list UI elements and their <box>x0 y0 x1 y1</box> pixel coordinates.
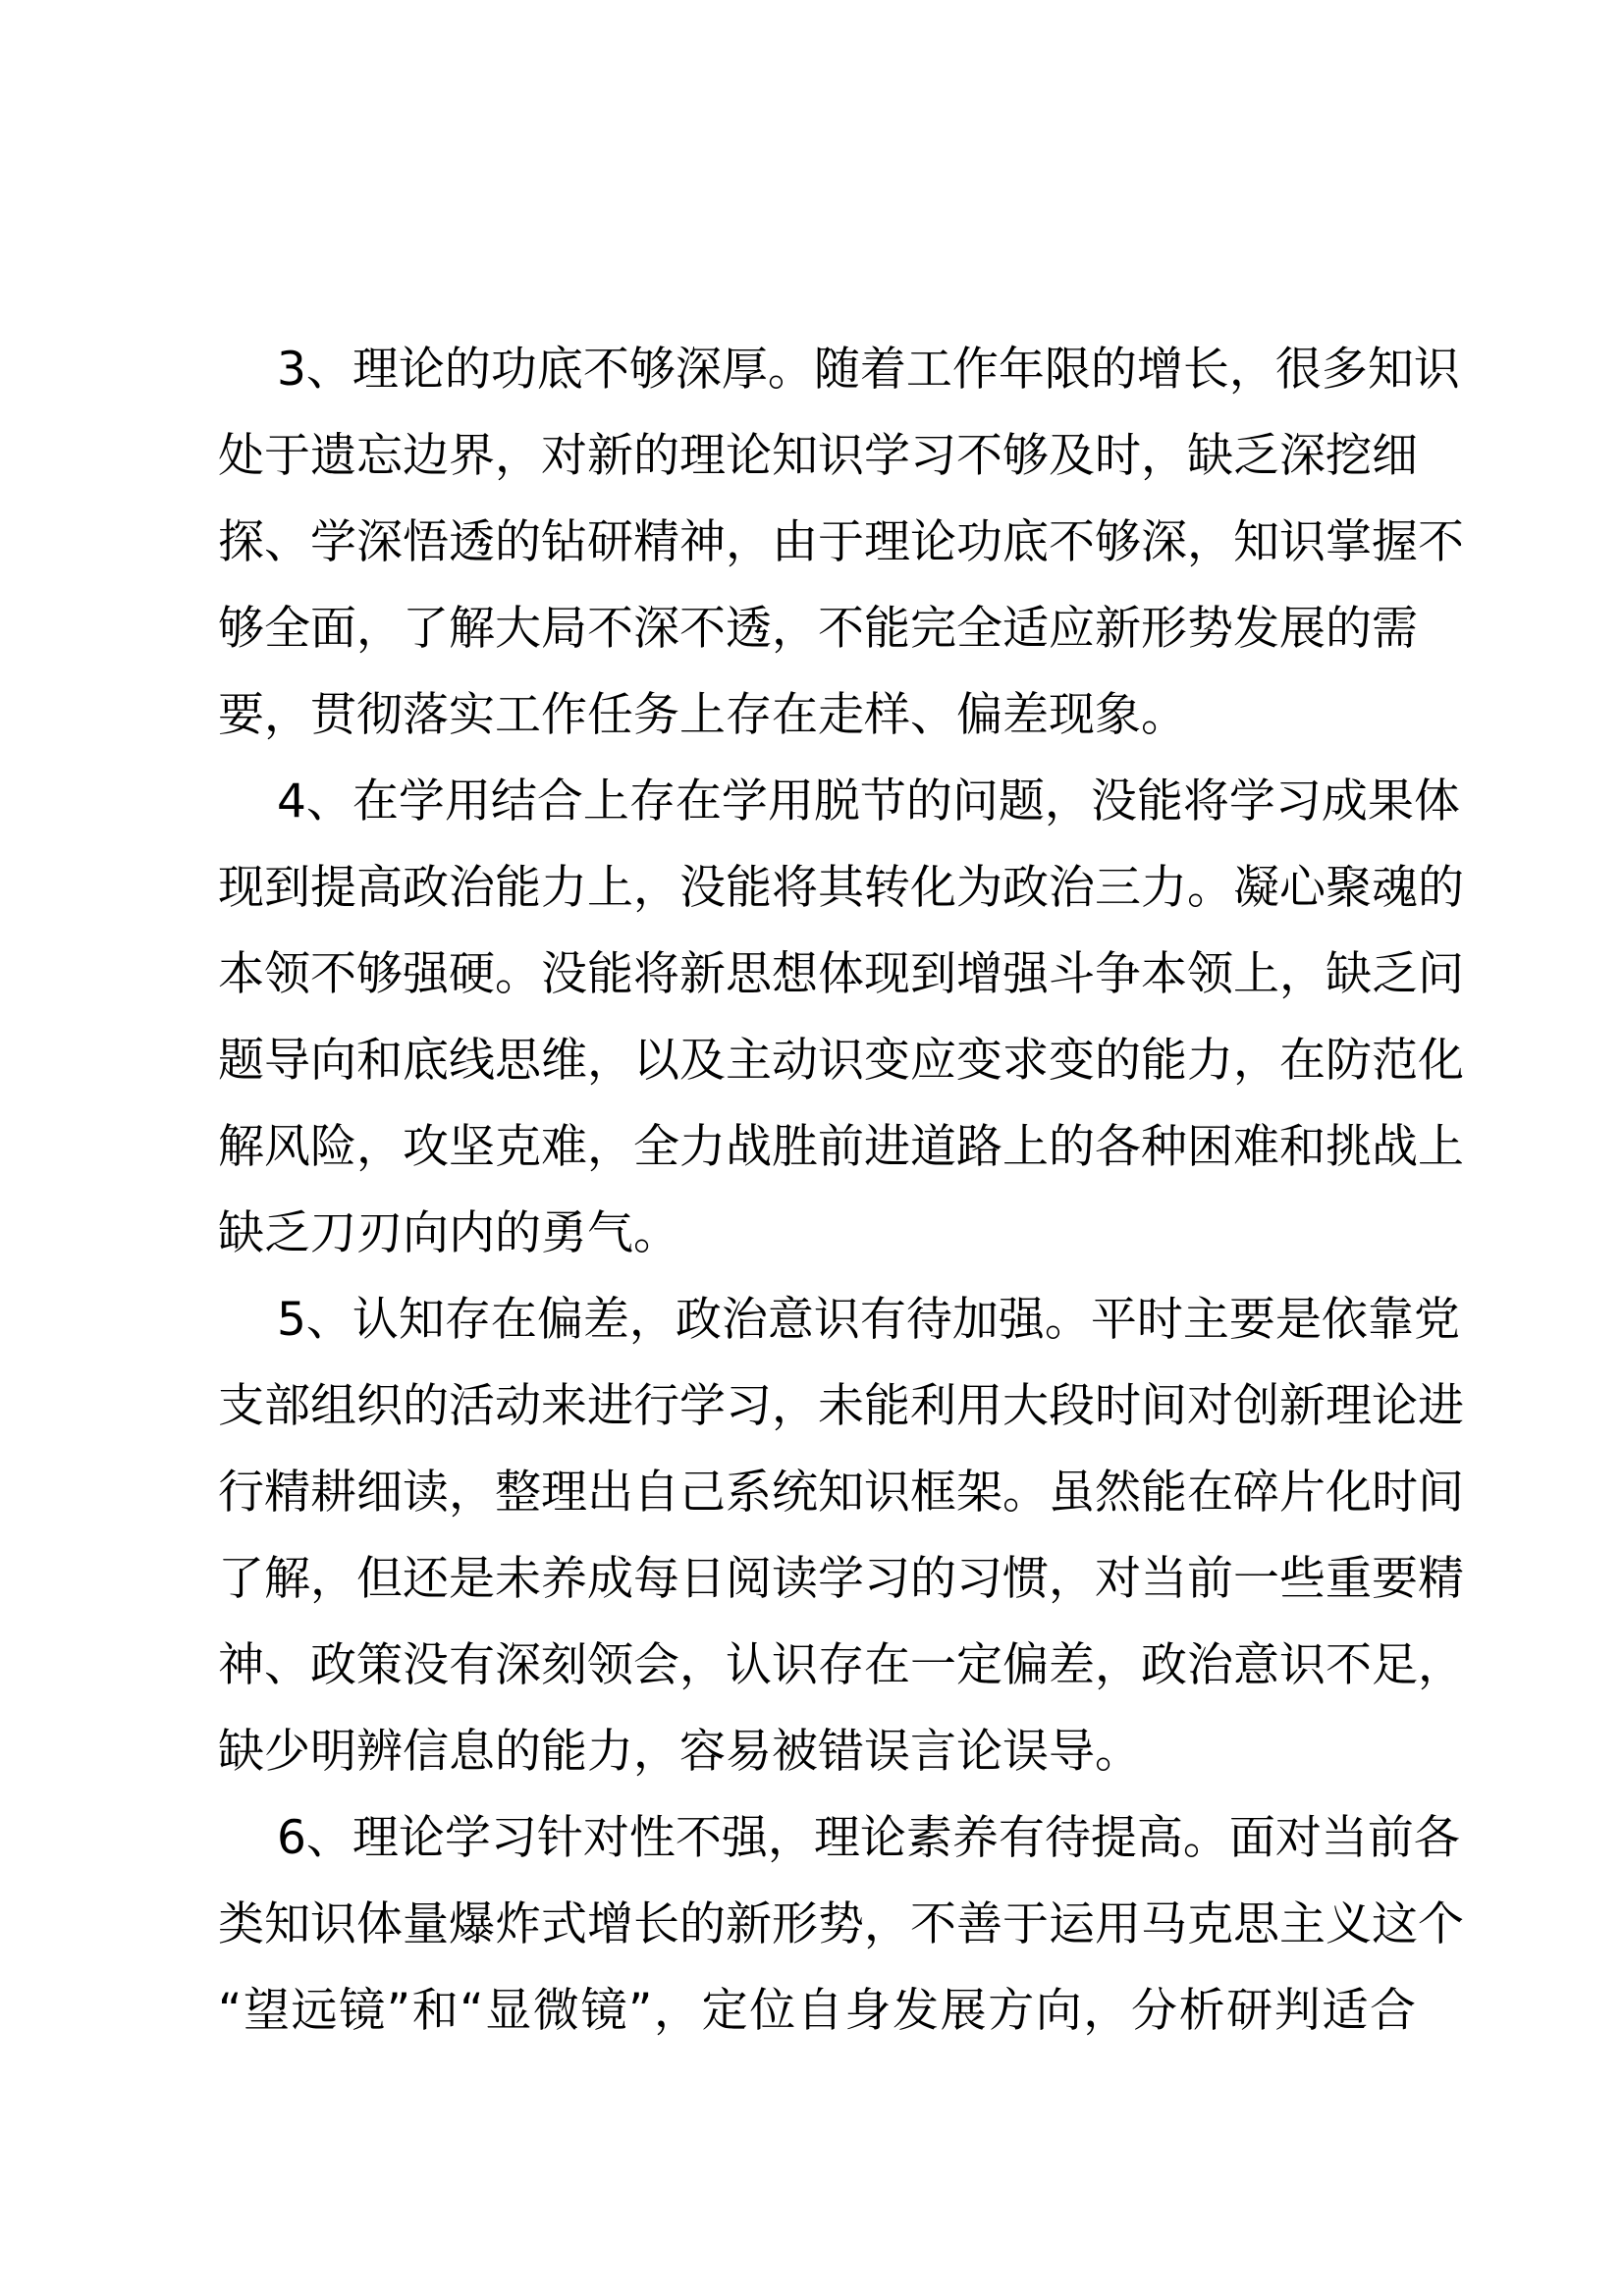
paragraph-3 <box>218 327 1464 759</box>
text-line: 了解，但还是未养成每日阅读学习的习惯，对当前一些重要精 <box>218 1552 1464 1606</box>
text-line: 4、在学用结合上存在学用脱节的问题，没能将学习成果体 <box>277 774 1460 828</box>
text-line: 题导向和底线思维，以及主动识变应变求变的能力，在防范化 <box>218 1034 1464 1088</box>
text-line: 处于遗忘边界，对新的理论知识学习不够及时，缺乏深挖细 <box>218 429 1418 483</box>
text-line: “望远镜”和“显微镜”，定位自身发展方向，分析研判适合 <box>218 1984 1416 2038</box>
paragraph-4 <box>218 759 1464 1277</box>
text-line: 行精耕细读，整理出自己系统知识框架。虽然能在碎片化时间 <box>218 1466 1464 1520</box>
document-body <box>218 327 1464 2055</box>
paragraph-6 <box>218 1795 1464 2055</box>
text-line: 支部组织的活动来进行学习，未能利用大段时间对创新理论进 <box>218 1379 1464 1433</box>
text-line: 本领不够强硬。没能将新思想体现到增强斗争本领上，缺乏问 <box>218 947 1464 1001</box>
text-line: 要，贯彻落实工作任务上存在走样、偏差现象。 <box>218 688 1187 742</box>
text-line: 探、学深悟透的钻研精神，由于理论功底不够深，知识掌握不 <box>218 515 1464 569</box>
paragraph-5 <box>218 1277 1464 1795</box>
text-line: 6、理论学习针对性不强，理论素养有待提高。面对当前各 <box>277 1811 1460 1865</box>
text-line: 够全面，了解大局不深不透，不能完全适应新形势发展的需 <box>218 602 1418 656</box>
text-line: 3、理论的功底不够深厚。随着工作年限的增长，很多知识 <box>277 343 1460 397</box>
text-line: 现到提高政治能力上，没能将其转化为政治三力。凝心聚魂的 <box>218 861 1464 915</box>
text-line: 缺少明辨信息的能力，容易被错误言论误导。 <box>218 1725 1141 1779</box>
text-line: 类知识体量爆炸式增长的新形势，不善于运用马克思主义这个 <box>218 1897 1464 1951</box>
text-line: 缺乏刀刃向内的勇气。 <box>218 1206 679 1260</box>
text-line: 5、认知存在偏差，政治意识有待加强。平时主要是依靠党 <box>277 1293 1460 1347</box>
text-line: 神、政策没有深刻领会，认识存在一定偏差，政治意识不足， <box>218 1638 1464 1692</box>
text-line: 解风险，攻坚克难，全力战胜前进道路上的各种困难和挑战上 <box>218 1120 1464 1174</box>
